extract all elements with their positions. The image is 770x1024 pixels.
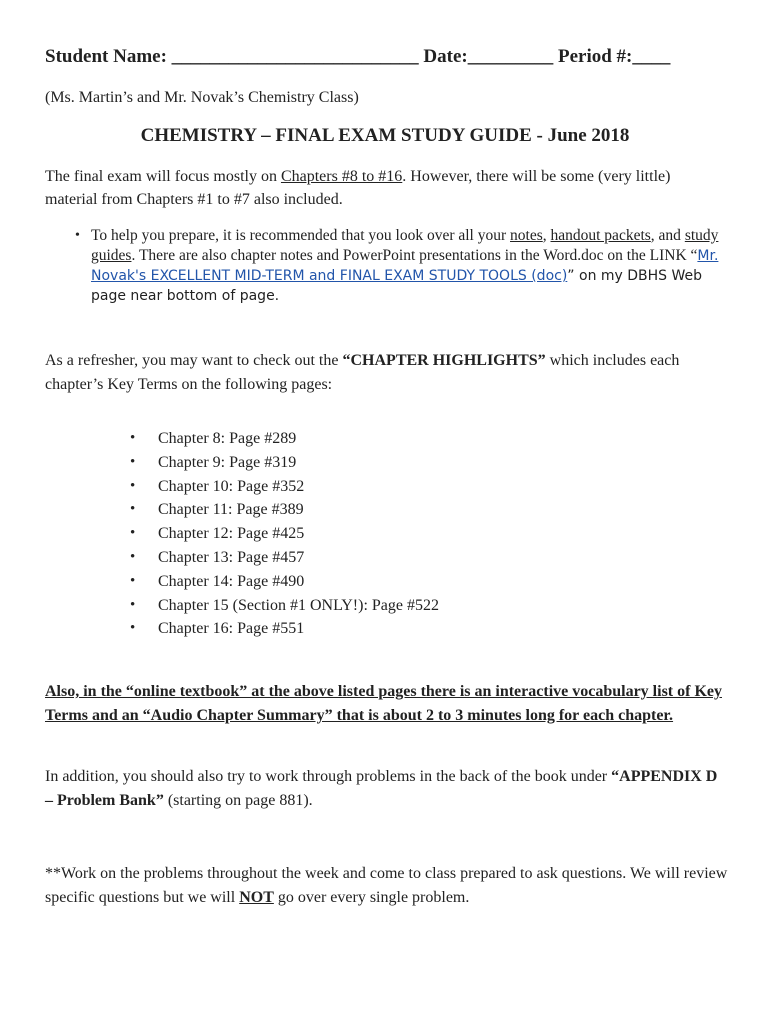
bullet-icon: •: [130, 548, 136, 565]
list-item: [130, 617, 439, 641]
list-item: [130, 475, 439, 499]
bullet-icon: •: [130, 525, 136, 542]
chapter-highlights-term: “CHAPTER HIGHLIGHTS”: [342, 352, 546, 369]
work-paragraph: [45, 862, 735, 910]
not-emphasis: NOT: [239, 889, 274, 906]
student-info-line: Student Name: __________________________ Date:_________ Period #:____: [45, 46, 671, 67]
refresher-text-2: which includes each chapter’s Key Terms on the following pages:: [45, 352, 680, 393]
list-item: [130, 570, 439, 594]
study-tip-text: [75, 226, 725, 306]
list-item: [130, 594, 439, 618]
intro-paragraph: [45, 165, 725, 211]
list-item: [130, 451, 439, 475]
chapter-entry: Chapter 12: Page #425: [158, 525, 305, 543]
notes-term: notes: [510, 227, 543, 244]
intro-text-1: The final exam will focus mostly on: [45, 168, 281, 185]
handout-packets-term: handout packets: [550, 227, 651, 244]
chapter-entry: Chapter 14: Page #490: [158, 572, 305, 590]
work-text-1: **Work on the problems throughout the week and come to class prepared to ask questions. We will review specific questions but we will: [45, 865, 728, 906]
study-tools-link[interactable]: Mr. Novak's EXCELLENT MID-TERM and FINAL EXAM STUDY TOOLS (doc): [91, 248, 719, 284]
refresher-text-1: As a refresher, you may want to check out the: [45, 352, 343, 369]
refresher-paragraph: [45, 349, 725, 397]
chapter-entry: Chapter 8: Page #289: [158, 430, 297, 447]
list-item: [130, 498, 439, 522]
chapter-entry: Chapter 13: Page #457: [158, 548, 305, 566]
tip-text-3: on my DBHS Web page near bottom of page.: [91, 268, 703, 304]
chapter-entry: Chapter 16: Page #551: [158, 620, 305, 638]
bullet-icon: •: [130, 596, 136, 613]
page-title: CHEMISTRY – FINAL EXAM STUDY GUIDE - June 2018: [140, 125, 630, 146]
class-line: (Ms. Martin’s and Mr. Novak’s Chemistry Class): [45, 89, 359, 106]
tip-and: , and: [650, 227, 685, 244]
tip-comma: ,: [542, 227, 551, 244]
bullet-icon: •: [130, 572, 136, 589]
chapter-entry: Chapter 9: Page #319: [158, 453, 297, 471]
appendix-term: “APPENDIX D – Problem Bank”: [45, 768, 718, 809]
chapters-range: Chapters #8 to #16: [280, 168, 403, 185]
intro-text-2: . However, there will be some (very little) material from Chapters #1 to #7 also included.: [45, 168, 671, 208]
closing-quote: ”: [567, 268, 575, 284]
bullet-icon: •: [75, 228, 80, 243]
chapter-entry: Chapter 11: Page #389: [158, 501, 304, 519]
tip-text-1: To help you prepare, it is recommended that you look over all your: [91, 227, 511, 244]
addition-text-2: (starting on page 881).: [163, 792, 313, 809]
bullet-icon: •: [130, 620, 136, 637]
appendix-paragraph: [45, 765, 725, 813]
tip-text-2: . There are also chapter notes and PowerPoint presentations in the Word.doc on the LINK “: [131, 247, 698, 264]
addition-text-1: In addition, you should also try to work through problems in the back of the book under: [45, 768, 612, 785]
online-textbook-note: Also, in the “online textbook” at the above listed pages there is an interactive vocabulary list of Key Terms and an “Audio Chapter Summary” that is about 2 to 3 minutes long for each chapter.: [45, 683, 722, 724]
work-text-2: go over every single problem.: [273, 889, 470, 906]
bullet-icon: •: [130, 430, 136, 446]
chapter-entry: Chapter 15 (Section #1 ONLY!): Page #522: [158, 596, 440, 614]
list-item: [130, 522, 439, 546]
chapter-entry: Chapter 10: Page #352: [158, 477, 305, 495]
bullet-icon: •: [130, 501, 136, 518]
list-item: [130, 427, 439, 451]
study-tip-item: [75, 226, 725, 306]
list-item: [130, 546, 439, 570]
study-guides-term: study guides: [91, 227, 719, 264]
chapter-page-list: [130, 427, 439, 641]
bullet-icon: •: [130, 477, 136, 494]
bullet-icon: •: [130, 453, 136, 470]
